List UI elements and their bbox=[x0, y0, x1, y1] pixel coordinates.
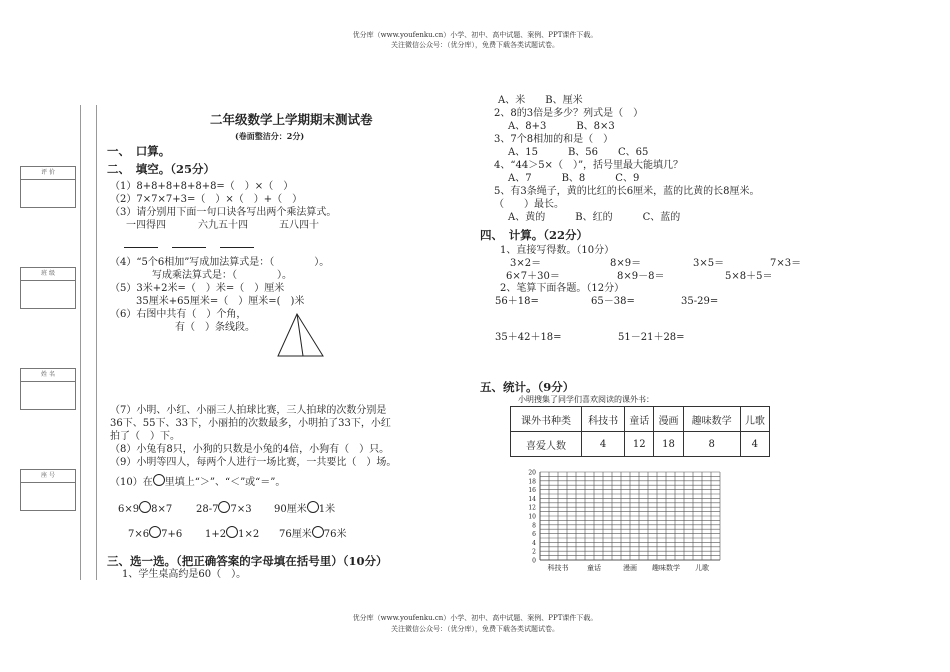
choice-q2-options: A、8+3 B、8×3 bbox=[508, 121, 615, 132]
calc-item: 65－38= bbox=[591, 296, 635, 307]
fill-q6b: 有（ ）条线段。 bbox=[175, 322, 255, 333]
compare-item: 6×9 8×7 bbox=[118, 501, 172, 516]
bar-chart-grid bbox=[520, 466, 745, 578]
fill-q8: （8）小兔有8只，小狗的只数是小兔的4倍，小狗有（ ）只。 bbox=[110, 444, 390, 455]
fill-q5b: 35厘米+65厘米=（ ）厘米=( )米 bbox=[136, 296, 305, 307]
compare-circle[interactable] bbox=[218, 501, 230, 513]
choice-q4: 4、“44＞5×（ ）”，括号里最大能填几？ bbox=[494, 160, 684, 171]
calc-item: 3×2＝ bbox=[510, 258, 542, 269]
calc-item: 5×8＋5＝ bbox=[725, 271, 773, 282]
choice-q5b: （ ）最长。 bbox=[494, 199, 564, 210]
section5-title: 五、统计。（9分） bbox=[480, 380, 575, 394]
chart-y-tick-label: 8 bbox=[532, 522, 536, 530]
sidebar-box-class bbox=[20, 267, 76, 309]
fill-q10-suffix: 里填上“＞”、“＜”或“＝”。 bbox=[164, 477, 286, 488]
exam-title: 二年级数学上学期期末测试卷 bbox=[210, 112, 373, 127]
calc-item: 51－21＋28= bbox=[618, 332, 685, 343]
compare-circle[interactable] bbox=[312, 526, 324, 538]
chart-x-tick-label: 漫画 bbox=[623, 564, 637, 572]
calc-part2: 2、笔算下面各题。（12分） bbox=[500, 283, 625, 294]
compare-item: 7×6 7+6 bbox=[128, 526, 182, 541]
section2-title: 二、 填空。（25分） bbox=[107, 162, 216, 176]
fill-q4b: 写成乘法算式是：（ ）。 bbox=[152, 270, 292, 281]
choice-q2: 2、8的3倍是多少？列式是（ ） bbox=[494, 108, 644, 119]
calc-item: 6×7＋30＝ bbox=[506, 271, 560, 282]
choice-q5-options: A、黄的 B、红的 C、蓝的 bbox=[508, 212, 681, 223]
chart-y-tick-label: 20 bbox=[528, 469, 536, 477]
fill-q4a: （4）“5个6相加”写成加法算式是：（ ）。 bbox=[110, 257, 330, 268]
table-cell: 儿歌 bbox=[740, 407, 769, 432]
chart-y-tick-label: 0 bbox=[532, 557, 536, 565]
table-cell: 12 bbox=[625, 432, 654, 457]
binding-line-outer bbox=[80, 105, 81, 580]
table-cell: 漫画 bbox=[654, 407, 683, 432]
sidebar-box-rating-label: 评 价 bbox=[21, 167, 75, 180]
fill-q9: （9）小明等四人，每两个人进行一场比赛，一共要比（ ）场。 bbox=[110, 457, 397, 468]
answer-blank[interactable] bbox=[172, 238, 206, 248]
table-cell: 童话 bbox=[625, 407, 654, 432]
triangle-figure bbox=[275, 310, 327, 360]
calc-item: 3×5＝ bbox=[693, 258, 725, 269]
exam-subtitle: (卷面整洁分：2分) bbox=[235, 131, 305, 141]
chart-y-tick-label: 14 bbox=[528, 495, 536, 503]
sidebar-box-seat bbox=[20, 469, 76, 511]
chart-x-tick-label: 童话 bbox=[587, 564, 601, 572]
compare-circle[interactable] bbox=[226, 526, 238, 538]
sidebar-box-class-label: 班 级 bbox=[21, 268, 75, 281]
chart-x-tick-label: 科技书 bbox=[547, 564, 569, 572]
binding-line-inner bbox=[96, 105, 97, 580]
fill-q10 bbox=[110, 474, 285, 489]
chart-y-tick-label: 12 bbox=[528, 504, 536, 512]
fill-q10-prefix: （10）在 bbox=[110, 477, 153, 488]
fill-q6a: （6）右图中共有（ ）个角， bbox=[110, 309, 247, 320]
sidebar-box-rating bbox=[20, 166, 76, 208]
stat-table-data-row bbox=[511, 432, 770, 457]
answer-blank[interactable] bbox=[124, 238, 158, 248]
chart-y-tick-label: 6 bbox=[532, 531, 536, 539]
stat-caption: 小明搜集了同学们喜欢阅读的课外书： bbox=[518, 395, 654, 404]
table-cell: 科技书 bbox=[582, 407, 625, 432]
compare-item: 28-7 7×3 bbox=[196, 501, 252, 516]
answer-blank[interactable] bbox=[220, 238, 254, 248]
calc-item: 7×3＝ bbox=[770, 258, 802, 269]
calc-item: 35＋42＋18= bbox=[495, 332, 562, 343]
calc-part1: 1、直接写得数。（10分） bbox=[500, 245, 615, 256]
choice-q1: 1、学生桌高约是60（ ）。 bbox=[122, 569, 247, 580]
calc-item: 35-29= bbox=[681, 296, 719, 307]
compare-circle[interactable] bbox=[149, 526, 161, 538]
sidebar-box-name bbox=[20, 368, 76, 410]
stat-table bbox=[510, 406, 770, 457]
calc-item: 8×9＝ bbox=[610, 258, 642, 269]
chart-y-tick-label: 2 bbox=[532, 548, 536, 556]
sidebar-box-name-label: 姓 名 bbox=[21, 369, 75, 382]
compare-item: 76厘米 76米 bbox=[279, 526, 346, 541]
calc-item: 56＋18= bbox=[495, 296, 539, 307]
choice-q1-options: A、米 B、厘米 bbox=[498, 95, 583, 106]
header-line-2: 关注微信公众号：（优分库），免费下载各类试题试卷。 bbox=[391, 41, 559, 49]
compare-circle[interactable] bbox=[139, 501, 151, 513]
compare-item: 1+2 1×2 bbox=[205, 526, 259, 541]
fill-q7b: 36下、55下、33下，小丽拍的次数最多，小明拍了33下，小红 bbox=[110, 418, 391, 429]
choice-q5a: 5、有3条绳子，黄的比红的长6厘米，蓝的比黄的长8厘米。 bbox=[494, 186, 760, 197]
choice-q3-options: A、15 B、56 C、65 bbox=[508, 147, 649, 158]
table-cell: 喜爱人数 bbox=[511, 432, 582, 457]
calc-item: 8×9－8＝ bbox=[617, 271, 665, 282]
section1-title: 一、 口算。 bbox=[107, 144, 171, 158]
chart-y-tick-label: 4 bbox=[532, 539, 536, 547]
choice-q3: 3、7个8相加的和是（ ） bbox=[494, 134, 614, 145]
header-line-1: 优分库（www.youfenku.cn）小学、初中、高中试题、案例、PPT课件下载。 bbox=[352, 31, 598, 39]
table-cell: 趣味数学 bbox=[683, 407, 740, 432]
compare-circle[interactable] bbox=[307, 501, 319, 513]
chart-x-tick-label: 儿歌 bbox=[695, 564, 709, 572]
fill-q3-item-2: 六九五十四 bbox=[198, 220, 248, 231]
chart-x-tick-label: 趣味数学 bbox=[652, 564, 680, 572]
chart-y-tick-label: 18 bbox=[528, 478, 536, 486]
fill-q3-item-3: 五八四十 bbox=[279, 220, 319, 231]
chart-y-tick-label: 10 bbox=[528, 513, 536, 521]
fill-q1: （1）8+8+8+8+8+8=（ ）×（ ） bbox=[110, 181, 294, 192]
table-cell: 4 bbox=[740, 432, 769, 457]
section3-title: 三、选一选。（把正确答案的字母填在括号里）（10分） bbox=[107, 554, 388, 568]
table-cell: 课外书种类 bbox=[511, 407, 582, 432]
fill-q3: （3）请分别用下面一句口诀各写出两个乘法算式。 bbox=[110, 207, 337, 218]
table-cell: 4 bbox=[582, 432, 625, 457]
choice-q4-options: A、7 B、8 C、9 bbox=[508, 173, 640, 184]
circle-icon bbox=[153, 474, 165, 486]
section4-title: 四、 计算。（22分） bbox=[480, 228, 589, 242]
table-cell: 8 bbox=[683, 432, 740, 457]
stat-table-header-row bbox=[511, 407, 770, 432]
table-cell: 18 bbox=[654, 432, 683, 457]
fill-q3-answer-blanks bbox=[124, 233, 268, 252]
fill-q7c: 拍了（ ）下。 bbox=[110, 431, 180, 442]
fill-q2: （2）7×7×7+3=（ ）×（ ）+（ ） bbox=[110, 194, 303, 205]
fill-q3-item-1: 一四得四 bbox=[126, 220, 166, 231]
compare-item: 90厘米 1米 bbox=[274, 501, 335, 516]
fill-q7a: （7）小明、小红、小丽三人拍球比赛，三人拍球的次数分别是 bbox=[110, 405, 387, 416]
chart-y-tick-label: 16 bbox=[528, 487, 536, 495]
footer-line-1: 优分库（www.youfenku.cn）小学、初中、高中试题、案例、PPT课件下载。 bbox=[352, 614, 598, 622]
sidebar-box-seat-label: 座 号 bbox=[21, 470, 75, 483]
footer-line-2: 关注微信公众号：（优分库），免费下载各类试题试卷。 bbox=[391, 625, 559, 633]
fill-q5a: （5）3米+2米=（ ）米=（ ）厘米 bbox=[110, 283, 285, 294]
